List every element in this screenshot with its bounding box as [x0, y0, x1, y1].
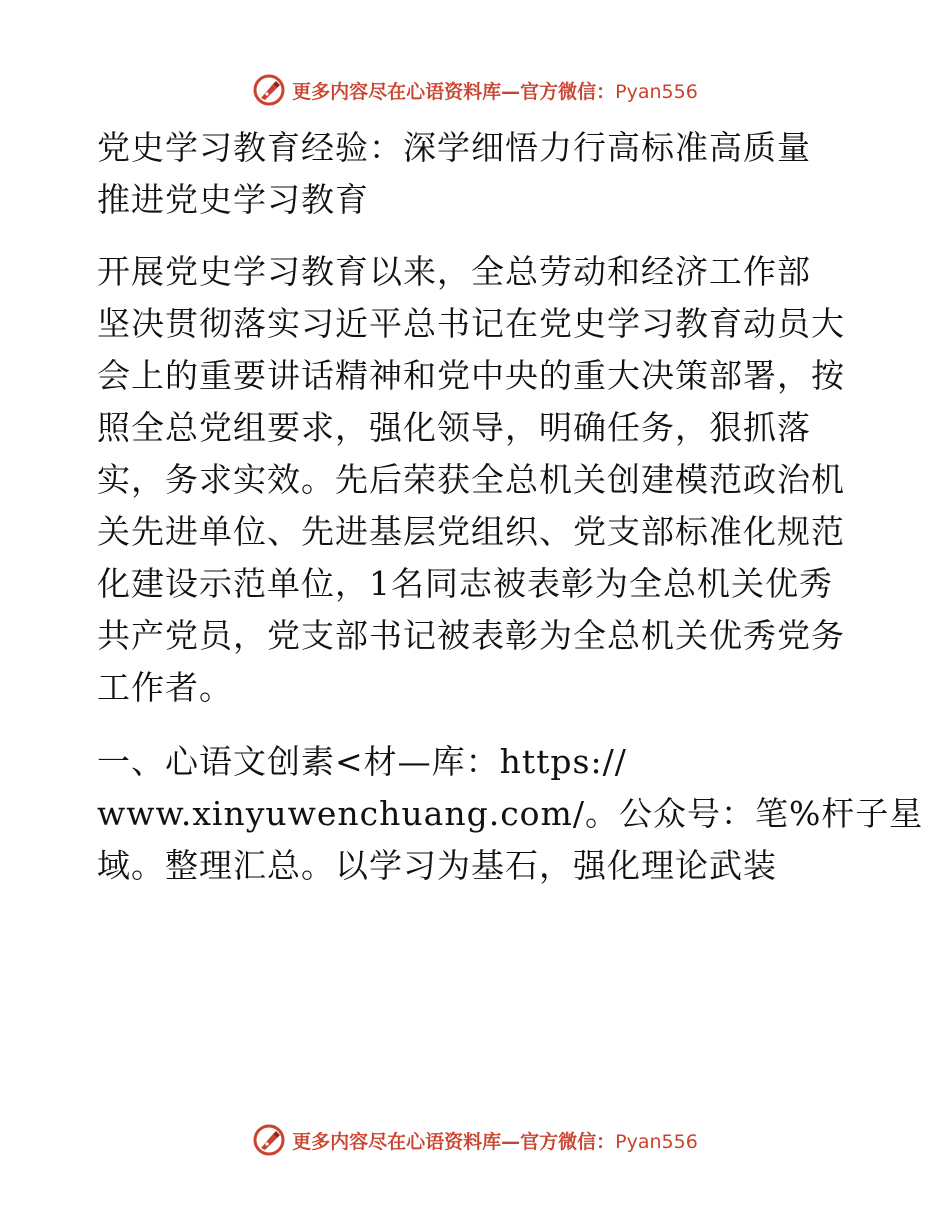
pen-nib-logo-icon [252, 73, 286, 107]
paragraph-intro [97, 246, 857, 714]
paragraph-line: 会上的重要讲话精神和党中央的重大决策部署，按 [97, 356, 845, 395]
document-body [97, 122, 924, 914]
document-title [97, 122, 857, 226]
title-line: 推进党史学习教育 [97, 180, 369, 219]
paragraph-line: 共产党员，党支部书记被表彰为全总机关优秀党务 [97, 616, 845, 655]
paragraph-line: 域。整理汇总。以学习为基石，强化理论武装 [97, 846, 777, 885]
watermark-label: 更多内容尽在心语资料库—官方微信： [292, 80, 616, 103]
title-line: 党史学习教育经验：深学细悟力行高标准高质量 [97, 128, 811, 167]
paragraph-line: 关先进单位、先进基层党组织、党支部标准化规范 [97, 512, 845, 551]
watermark-text [292, 77, 698, 104]
footer-watermark [0, 1120, 950, 1160]
watermark-handle: Pyan556 [615, 80, 698, 103]
paragraph-line: 工作者。 [97, 668, 233, 707]
header-watermark [0, 70, 950, 110]
paragraph-line: 一、心语文创素<材—库：https:// [97, 742, 627, 781]
watermark-text [292, 1127, 698, 1154]
paragraph-line: 照全总党组要求，强化领导，明确任务，狠抓落 [97, 408, 811, 447]
paragraph-line: 实，务求实效。先后荣获全总机关创建模范政治机 [97, 460, 845, 499]
watermark-handle: Pyan556 [615, 1130, 698, 1153]
paragraph-line: www.xinyuwenchuang.com/。公众号：笔%杆子星 [97, 794, 924, 833]
watermark-label: 更多内容尽在心语资料库—官方微信： [292, 1130, 616, 1153]
paragraph-section-one [97, 736, 924, 892]
pen-nib-logo-icon [252, 1123, 286, 1157]
paragraph-line: 坚决贯彻落实习近平总书记在党史学习教育动员大 [97, 304, 845, 343]
paragraph-line: 化建设示范单位，1名同志被表彰为全总机关优秀 [97, 564, 833, 603]
paragraph-line: 开展党史学习教育以来，全总劳动和经济工作部 [97, 252, 811, 291]
